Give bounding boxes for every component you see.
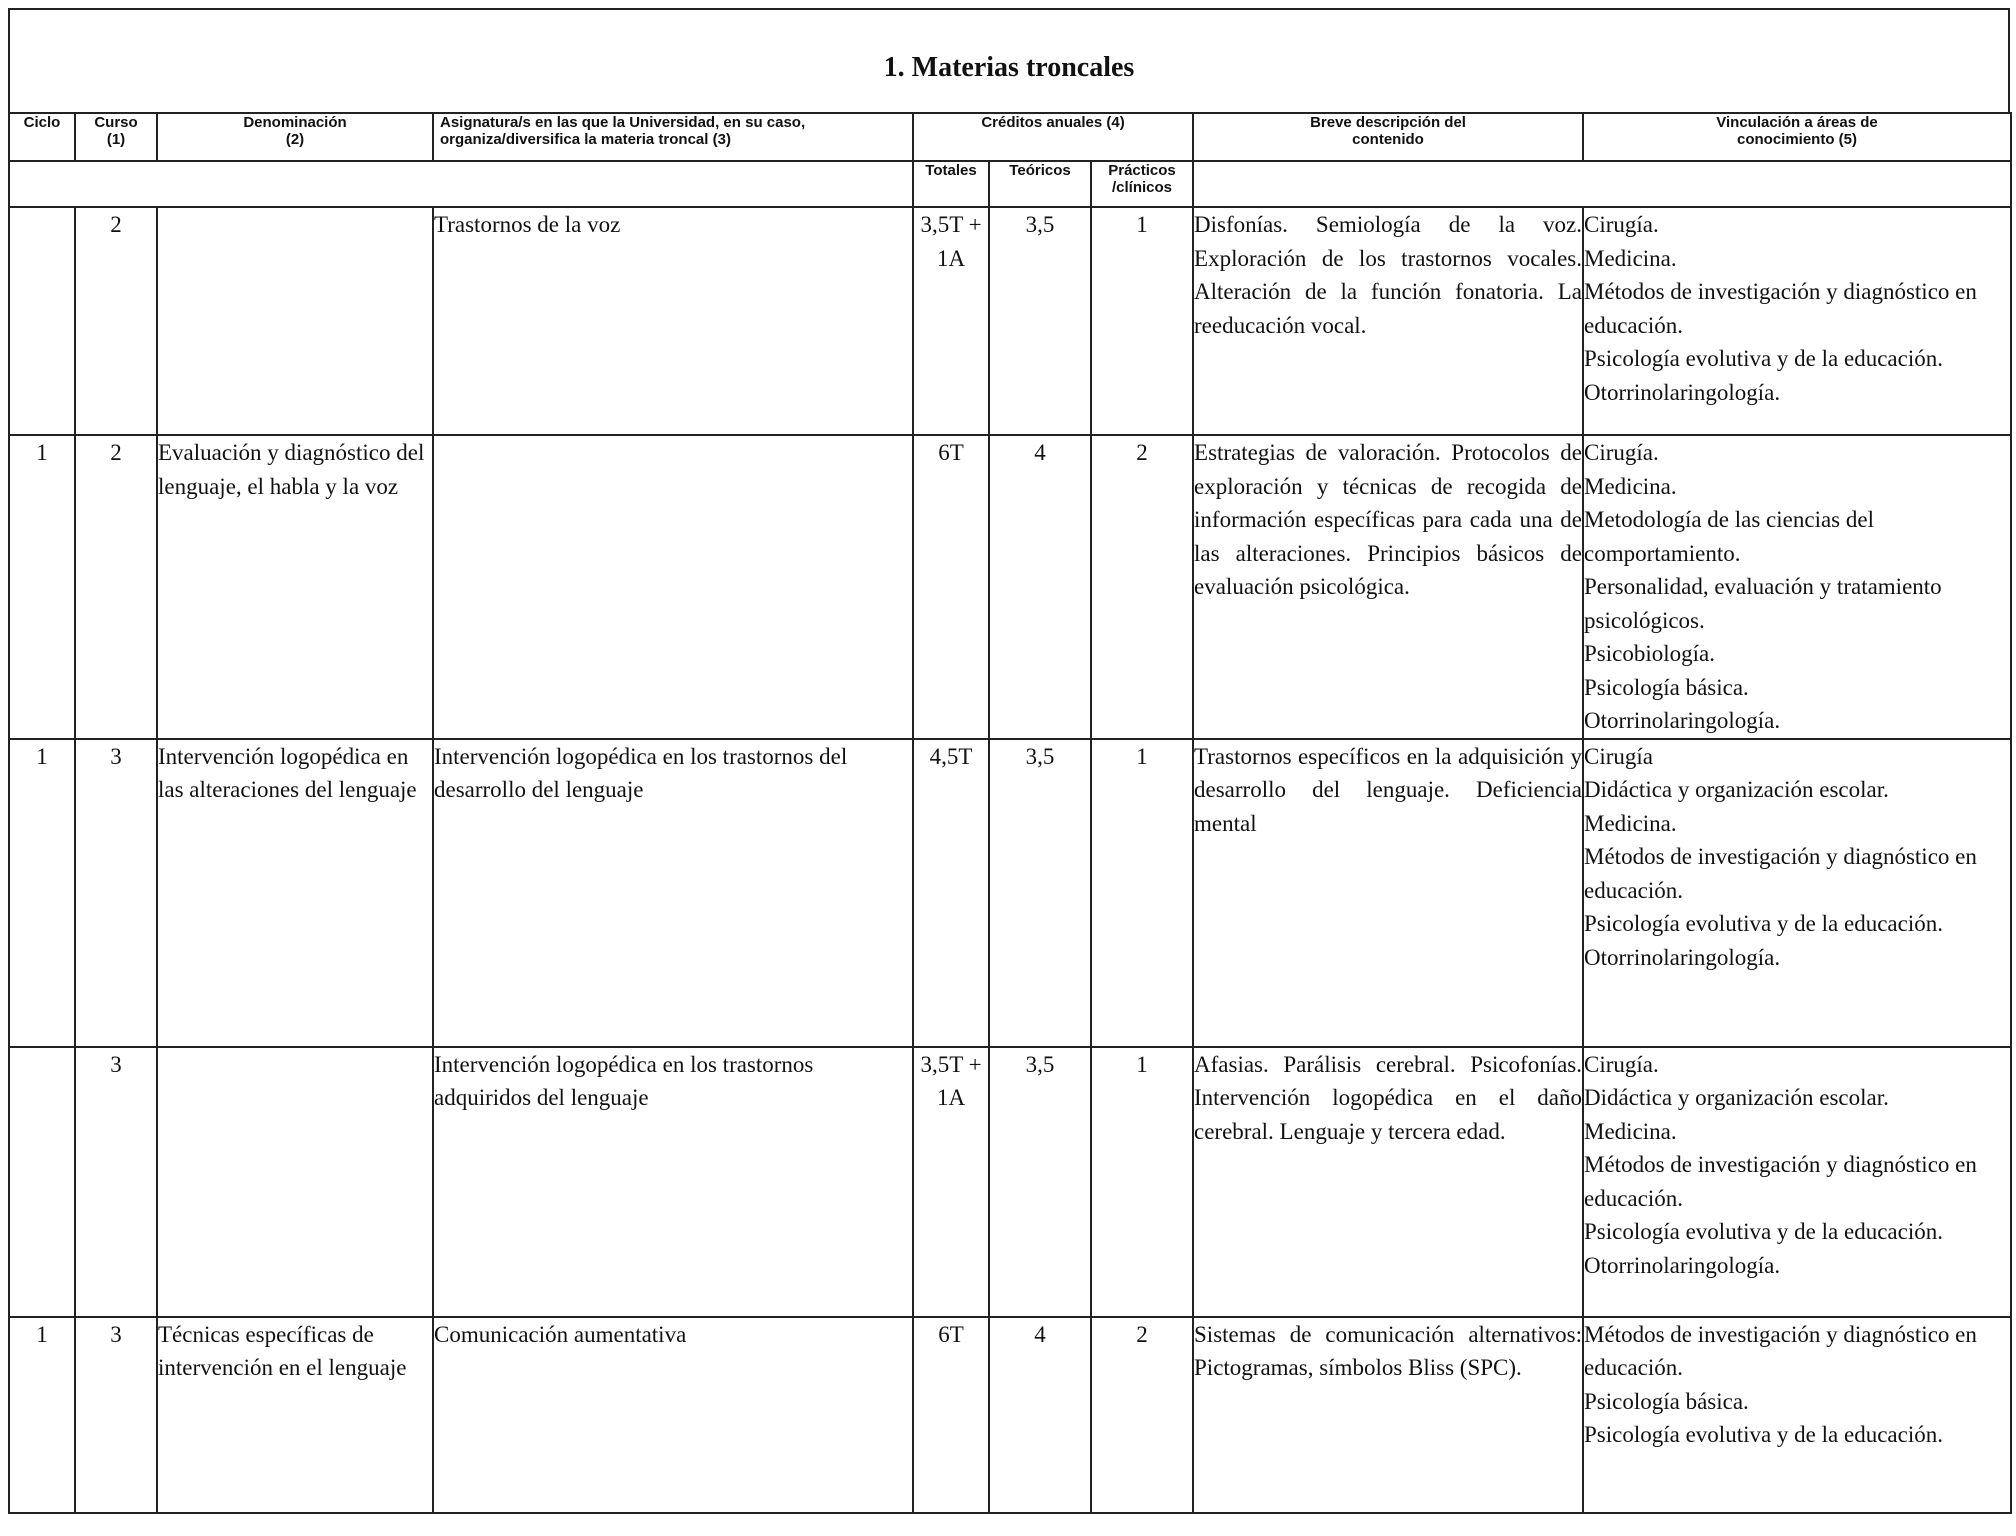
header-vinculacion [1583, 113, 2011, 161]
cell-practicos: 1 [1091, 739, 1193, 1047]
cell-curso: 3 [75, 1047, 157, 1317]
header-asignaturas [433, 113, 913, 161]
cell-denominacion: Técnicas específicas de intervención en el lenguaje [157, 1317, 433, 1513]
page-title: 1. Materias troncales [883, 52, 1135, 83]
cell-descripcion: Afasias. Parálisis cerebral. Psicofonías. Intervención logopédica en el daño cerebral. Lenguaje y tercera edad. [1193, 1047, 1583, 1317]
area-item: Métodos de investigación y diagnóstico en educación. [1584, 1321, 1977, 1380]
cell-teoricos: 4 [989, 435, 1091, 739]
cell-denominacion: Intervención logopédica en las alteraciones del lenguaje [157, 739, 433, 1047]
subheader-row [9, 161, 2011, 207]
header-curso-label: Curso [94, 114, 138, 131]
cell-totales: 4,5T [913, 739, 989, 1047]
header-vinculacion-label: Vinculación a áreas de conocimiento (5) [1716, 114, 1878, 148]
header-ciclo-label: Ciclo [23, 114, 61, 131]
cell-ciclo: 1 [9, 435, 75, 739]
cell-denominacion [157, 1047, 433, 1317]
title-box [8, 8, 2010, 114]
cell-teoricos: 3,5 [989, 1047, 1091, 1317]
header-row [9, 113, 2011, 161]
cell-totales: 3,5T + 1A [913, 207, 989, 435]
area-item: Didáctica y organización escolar. [1584, 1085, 1889, 1110]
cell-descripcion: Sistemas de comunicación alternativos: Pictogramas, símbolos Bliss (SPC). [1193, 1317, 1583, 1513]
subheader-teoricos: Teóricos [989, 161, 1091, 207]
cell-denominacion [157, 207, 433, 435]
area-item: Psicología básica. [1584, 674, 1749, 700]
header-denominacion-note: (2) [285, 131, 305, 148]
header-creditos-label: Créditos anuales (4) [981, 114, 1125, 131]
header-denominacion [157, 113, 433, 161]
cell-vinculacion [1583, 1047, 2011, 1317]
area-item: Personalidad, evaluación y tratamiento psicológicos. [1584, 574, 1942, 633]
header-curso-note: (1) [106, 131, 126, 148]
cell-asignatura: Comunicación aumentativa [433, 1317, 913, 1513]
cell-vinculacion [1583, 739, 2011, 1047]
area-item: Otorrinolaringología. [1584, 944, 1781, 970]
cell-teoricos: 4 [989, 1317, 1091, 1513]
area-item: Cirugía [1584, 743, 1654, 769]
area-item: Métodos de investigación y diagnóstico en educación. [1584, 279, 1977, 338]
table-row [9, 435, 2011, 739]
area-item: Cirugía. [1584, 440, 1659, 465]
cell-asignatura: Intervención logopédica en los trastornos adquiridos del lenguaje [433, 1047, 913, 1317]
table-row [9, 207, 2011, 435]
area-item: Metodología de las ciencias del comportamiento. [1584, 507, 1874, 566]
header-creditos [913, 113, 1193, 161]
area-item: Métodos de investigación y diagnóstico en educación. [1584, 844, 1977, 903]
area-item: Medicina. [1584, 810, 1677, 836]
area-item: Psicología evolutiva y de la educación. [1584, 911, 1943, 936]
area-item: Psicología evolutiva y de la educación. [1584, 1422, 1943, 1447]
cell-vinculacion [1583, 207, 2011, 435]
cell-practicos: 1 [1091, 1047, 1193, 1317]
cell-teoricos: 3,5 [989, 739, 1091, 1047]
subheader-practicos: Prácticos /clínicos [1091, 161, 1193, 207]
cell-ciclo [9, 207, 75, 435]
area-item: Medicina. [1584, 245, 1677, 271]
cell-curso: 2 [75, 207, 157, 435]
area-item: Didáctica y organización escolar. [1584, 777, 1889, 802]
area-item: Métodos de investigación y diagnóstico en educación. [1584, 1152, 1977, 1211]
cell-totales: 6T [913, 435, 989, 739]
cell-ciclo: 1 [9, 739, 75, 1047]
header-ciclo [9, 113, 75, 161]
area-item: Cirugía. [1584, 1051, 1659, 1077]
area-item: Psicobiología. [1584, 641, 1715, 666]
header-curso [75, 113, 157, 161]
subheader-spacer [9, 161, 913, 207]
cell-ciclo: 1 [9, 1317, 75, 1513]
cell-curso: 3 [75, 1317, 157, 1513]
area-item: Otorrinolaringología. [1584, 708, 1781, 733]
materias-table [8, 112, 2012, 1514]
cell-asignatura [433, 435, 913, 739]
cell-asignatura: Trastornos de la voz [433, 207, 913, 435]
area-item: Medicina. [1584, 1118, 1677, 1144]
area-item: Psicología evolutiva y de la educación. [1584, 1219, 1943, 1244]
table-row [9, 739, 2011, 1047]
area-item: Medicina. [1584, 473, 1677, 499]
area-item: Psicología evolutiva y de la educación. [1584, 346, 1943, 371]
area-item: Otorrinolaringología. [1584, 1252, 1781, 1278]
area-item: Otorrinolaringología. [1584, 379, 1781, 405]
cell-totales: 3,5T + 1A [913, 1047, 989, 1317]
cell-descripcion: Disfonías. Semiología de la voz. Exploración de los trastornos vocales. Alteración de la función fonatoria. La reeducación vocal. [1193, 207, 1583, 435]
cell-descripcion: Trastornos específicos en la adquisición y desarrollo del lenguaje. Deficiencia mental [1193, 739, 1583, 1047]
table-row [9, 1047, 2011, 1317]
header-descripcion-label: Breve descripción del contenido [1310, 114, 1466, 148]
table-row [9, 1317, 2011, 1513]
area-item: Psicología básica. [1584, 1388, 1749, 1414]
subheader-spacer-right [1193, 161, 2011, 207]
cell-descripcion: Estrategias de valoración. Protocolos de exploración y técnicas de recogida de información específicas para cada una de las alteraciones. Principios básicos de evaluación psicológica. [1193, 435, 1583, 739]
header-asignaturas-label: Asignatura/s en las que la Universidad, en su caso, organiza/diversifica la materia troncal (3) [440, 114, 806, 148]
cell-ciclo [9, 1047, 75, 1317]
cell-totales: 6T [913, 1317, 989, 1513]
header-denominacion-label: Denominación [243, 114, 347, 131]
header-descripcion [1193, 113, 1583, 161]
cell-practicos: 1 [1091, 207, 1193, 435]
area-item: Cirugía. [1584, 212, 1659, 237]
cell-curso: 2 [75, 435, 157, 739]
cell-vinculacion [1583, 435, 2011, 739]
cell-vinculacion [1583, 1317, 2011, 1513]
cell-practicos: 2 [1091, 435, 1193, 739]
subheader-totales: Totales [913, 161, 989, 207]
cell-teoricos: 3,5 [989, 207, 1091, 435]
cell-asignatura: Intervención logopédica en los trastornos del desarrollo del lenguaje [433, 739, 913, 1047]
cell-practicos: 2 [1091, 1317, 1193, 1513]
cell-curso: 3 [75, 739, 157, 1047]
cell-denominacion: Evaluación y diagnóstico del lenguaje, el habla y la voz [157, 435, 433, 739]
